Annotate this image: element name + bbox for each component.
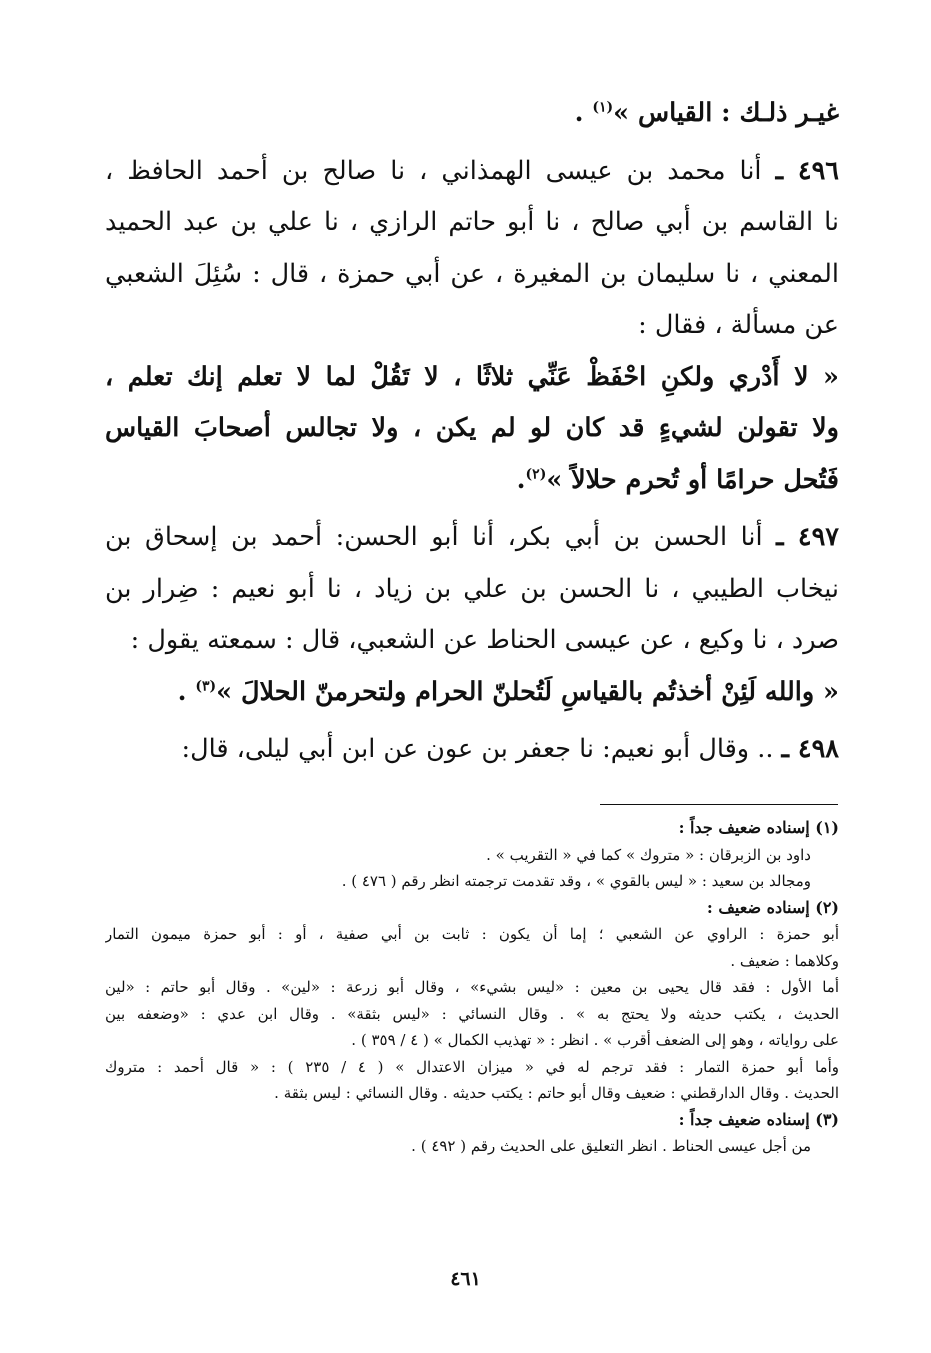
footnote-separator — [600, 804, 838, 805]
line-text: عن مسألة ، فقال : — [638, 310, 839, 340]
hadith-number: ٤٩٨ ـ — [781, 734, 839, 764]
main-text — [105, 88, 839, 776]
footnotes — [105, 815, 839, 1160]
footnote-line: على رواياته ، وهو إلى الضعف أقرب » . انظر : « تهذيب الكمال » ( ٤ / ٣٥٩ ) . — [351, 1031, 839, 1049]
footnote-line: الحديث . وقال الدارقطني : ضعيف وقال أبو حاتم : يكتب حديثه . وقال النسائي : ليس بثقة . — [274, 1084, 839, 1102]
line-text: ولا تقولن لشيءٍ قد كان لو لم يكن ، ولا تجالس أصحابَ القياس — [105, 413, 839, 443]
footnote-line: الحديث ، يكتب حديثه ولا يحتج به » . وقال النسائي : «ليس بثقة» . وقال ابن عدي : «وضعفه بين — [105, 1004, 839, 1023]
footnote-line: داود بن الزبرقان : « متروك » كما في « التقريب » . — [486, 845, 811, 864]
line-text: « والله لَئِنْ أخذتُم بالقياسِ لَتُحلنّ الحرام ولتحرمنّ الحلالَ » — [216, 676, 839, 707]
footnote-marker: (١) — [592, 99, 614, 116]
footnote-line: من أجل عيسى الحناط . انظر التعليق على الحديث رقم ( ٤٩٢ ) . — [411, 1137, 811, 1155]
line-text: غيـر ذلـك : القياس » — [613, 98, 839, 128]
footnote-heading: (١) إسناده ضعيف جداً : — [678, 818, 839, 837]
footnote-line: أبو حمزة : الراوي عن الشعبي ؛ إما أن يكون : ثابت بن أبي صفية ، أو : أبو حمزة ميمون التمار — [105, 925, 839, 943]
line-text: فَتُحل حرامًا أو تُحرم حلالاً » — [546, 464, 839, 495]
line-text: نيخاب الطيبي ، نا الحسن بن علي بن زياد ، نا أبو نعيم : ضِرار بن — [105, 573, 839, 604]
line-tail: . — [574, 98, 593, 128]
text-line — [105, 146, 839, 198]
text-line — [105, 615, 839, 667]
line-text: أنا محمد بن عيسى الهمذاني ، نا صالح بن أحمد الحافظ ، — [105, 155, 776, 186]
footnote-heading: (٢) إسناده ضعيف : — [706, 897, 839, 917]
text-line — [105, 352, 839, 404]
hadith-number: ٤٩٦ ـ — [775, 155, 839, 186]
text-line — [105, 455, 839, 507]
line-tail: . — [177, 676, 196, 707]
text-line — [105, 249, 839, 301]
line-text: صرد ، نا وكيع ، عن عيسى الحناط عن الشعبي، قال : سمعته يقول : — [130, 625, 839, 655]
hadith-number: ٤٩٧ ـ — [776, 522, 839, 552]
text-line — [105, 724, 839, 776]
text-line — [105, 88, 839, 140]
line-tail: . — [516, 464, 526, 495]
footnote-line: أما الأول : فقد قال يحيى بن معين : «ليس بشيء» ، وقال أبو زرعة : «لين» . وقال أبو حاتم : «لين — [105, 978, 839, 996]
footnote-marker: (٢) — [525, 466, 547, 482]
line-text: « لا أَدْري ولكنِ احْفَظْ عَنِّي ثلاثًا ، لا تَقُلْ لما لا تعلم إنك تعلم ، — [105, 361, 839, 392]
text-line — [105, 300, 839, 352]
text-line — [105, 403, 839, 455]
footnote-marker: (٣) — [195, 678, 217, 694]
line-text: .. وقال أبو نعيم: نا جعفر بن عون عن ابن أبي ليلى، قال: — [181, 734, 782, 764]
footnote-heading: (٣) إسناده ضعيف جداً : — [678, 1109, 839, 1129]
footnote-line: ومجالد بن سعيد : « ليس بالقوي » ، وقد تقدمت ترجمته انظر رقم ( ٤٧٦ ) . — [341, 872, 811, 890]
text-line — [105, 512, 839, 564]
text-line — [105, 667, 839, 719]
line-text: أنا الحسن بن أبي بكر، أنا أبو الحسن: أحمد بن إسحاق بن — [105, 522, 777, 552]
page-number: ٤٦١ — [450, 1268, 481, 1290]
line-text: نا القاسم بن أبي صالح ، نا أبو حاتم الرازي ، نا علي بن عبد الحميد — [105, 207, 839, 237]
text-line — [105, 564, 839, 616]
footnote-line: وأما أبو حمزة التمار : فقد ترجم له في « ميزان الاعتدال » ( ٤ / ٢٣٥ ) : « قال أحمد : متروك — [105, 1057, 839, 1076]
footnote-line: وكلاهما : ضعيف . — [730, 951, 839, 970]
line-text: المعني ، نا سليمان بن المغيرة ، عن أبي حمزة ، قال : سُئِلَ الشعبي — [105, 258, 839, 289]
text-line — [105, 197, 839, 249]
